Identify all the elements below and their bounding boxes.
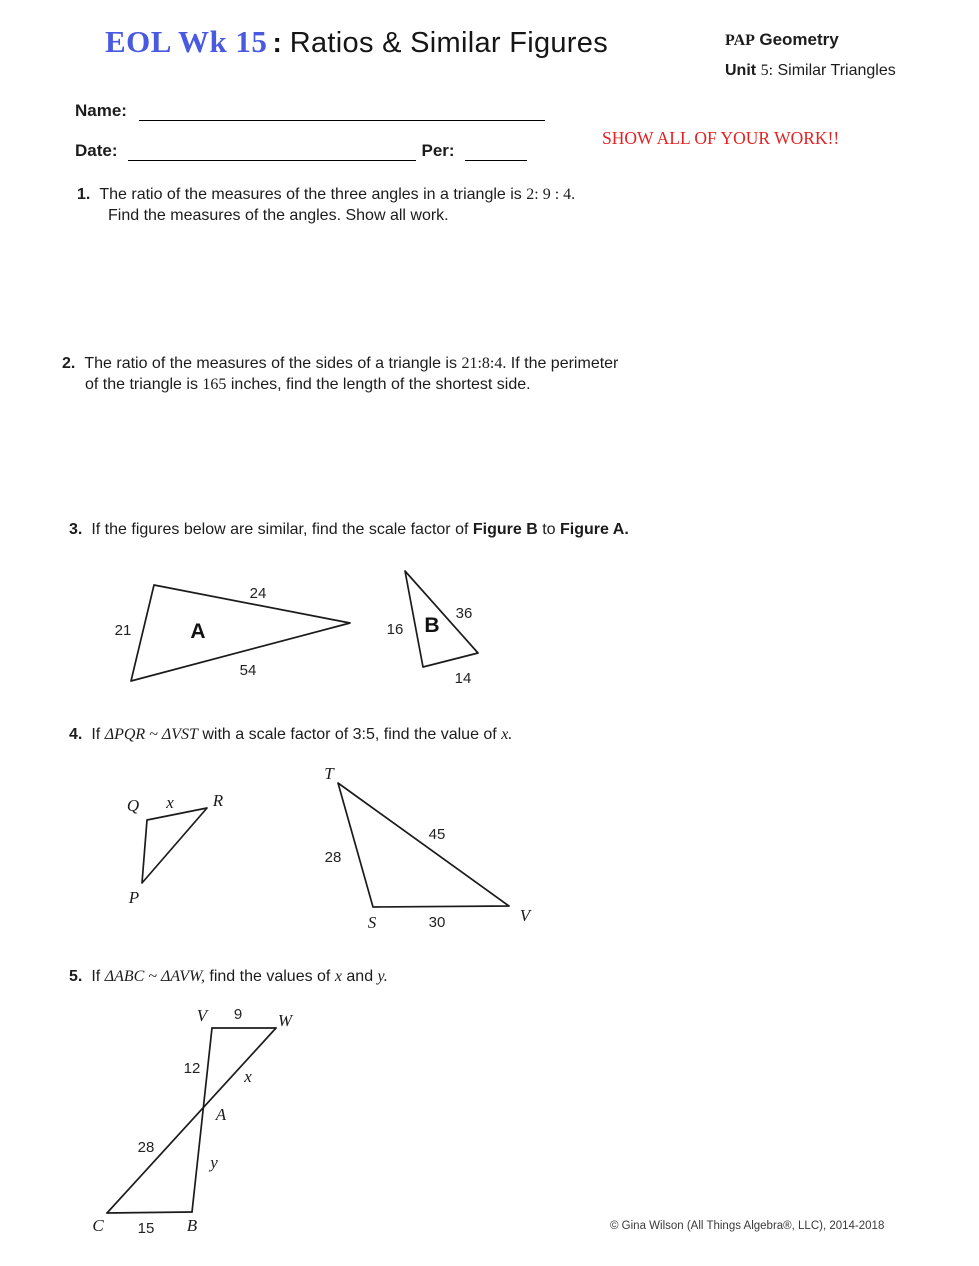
- question-2-perimeter: 165: [202, 376, 227, 393]
- question-4-if: If: [91, 726, 101, 743]
- side-ab-label: y: [210, 1153, 218, 1172]
- question-1-text: The ratio of the measures of the three angles in a triangle is: [99, 186, 522, 203]
- vertex-q-label: Q: [126, 796, 140, 815]
- triangle-a-top-side-label: 24: [249, 585, 267, 602]
- question-2-line-1: [62, 353, 618, 374]
- question-2-text-2: of the triangle is: [85, 376, 198, 393]
- triangle-b-right-side-label: 36: [455, 605, 473, 622]
- vertex-t-label: T: [324, 764, 334, 783]
- question-5: [69, 966, 388, 987]
- unit-label: Unit: [725, 62, 757, 79]
- question-1-number: 1.: [77, 186, 91, 203]
- figure-5: [80, 1002, 330, 1254]
- question-1-ratio: 2: 9 : 4.: [526, 186, 576, 203]
- question-3-figure-b: Figure B: [472, 521, 538, 538]
- vertex-a-label: A: [215, 1105, 227, 1124]
- date-field-row: [75, 140, 545, 161]
- question-2-number: 2.: [62, 355, 76, 372]
- question-1: [77, 184, 575, 226]
- question-5-number: 5.: [69, 968, 83, 985]
- name-label: Name:: [75, 101, 127, 120]
- triangle-a-left-side-label: 21: [114, 622, 132, 639]
- question-5-and: and: [346, 968, 374, 985]
- question-2-ratio: 21:8:4.: [461, 355, 507, 372]
- question-2-text-3: inches, find the length of the shortest side.: [230, 376, 531, 393]
- course-line-1: [725, 30, 896, 50]
- course-info: [725, 30, 896, 80]
- side-cb-label: 15: [137, 1220, 155, 1237]
- question-4-text: with a scale factor of 3:5, find the value of: [202, 726, 497, 743]
- question-2-line-2: [62, 374, 618, 395]
- vertex-c-label: C: [92, 1216, 104, 1235]
- side-vw-label: 9: [233, 1006, 243, 1023]
- segment-wc: [107, 1028, 276, 1213]
- unit-name: Similar Triangles: [777, 62, 896, 79]
- triangle-b-bottom-side-label: 14: [454, 670, 472, 687]
- course-name: Geometry: [759, 30, 839, 49]
- vertex-b-label: B: [186, 1216, 198, 1235]
- vertex-p-label: P: [128, 888, 140, 907]
- show-work-note: SHOW ALL OF YOUR WORK!!: [602, 128, 840, 148]
- date-label: Date:: [75, 141, 118, 160]
- question-2-text-cont: If the perimeter: [510, 355, 619, 372]
- question-5-if: If: [91, 968, 101, 985]
- question-5-variable-y: y.: [377, 968, 388, 985]
- course-level: PAP: [725, 32, 755, 49]
- question-2-text: The ratio of the measures of the sides of a triangle is: [84, 355, 457, 372]
- name-field-row: [75, 100, 545, 121]
- triangle-a-bottom-side-label: 54: [239, 662, 257, 679]
- figure-4: [120, 762, 550, 942]
- title-colon: :: [272, 27, 282, 58]
- question-1-line-2: Find the measures of the angles. Show all work.: [108, 207, 449, 224]
- period-blank-line: [465, 140, 527, 161]
- side-va-label: 12: [183, 1060, 201, 1077]
- question-1-line-1: [77, 184, 575, 205]
- vertex-v-label: V: [519, 906, 531, 925]
- copyright-notice: © Gina Wilson (All Things Algebra®, LLC), 2014-2018: [610, 1220, 885, 1232]
- title-subject: Ratios & Similar Figures: [289, 27, 608, 59]
- question-3-number: 3.: [69, 521, 83, 538]
- question-3-figure-a: Figure A.: [560, 521, 629, 538]
- date-blank-line: [128, 140, 416, 161]
- triangle-b-name-label: B: [424, 614, 440, 637]
- question-5-variable-x: x: [334, 968, 342, 985]
- side-wa-label: x: [244, 1067, 252, 1086]
- course-line-2: [725, 62, 896, 80]
- unit-number: 5:: [760, 62, 774, 79]
- question-2: [62, 353, 618, 395]
- question-4-number: 4.: [69, 726, 83, 743]
- question-5-text: find the values of: [209, 968, 331, 985]
- segment-vb: [192, 1028, 212, 1212]
- side-x-label: x: [166, 793, 174, 812]
- triangle-a-name-label: A: [190, 620, 206, 643]
- question-4: [69, 724, 512, 745]
- triangle-stv-outline: [338, 783, 509, 907]
- side-tv-label: 45: [428, 826, 446, 843]
- question-3: [69, 519, 629, 540]
- vertex-s-label: S: [367, 913, 377, 932]
- side-sv-label: 30: [428, 914, 446, 931]
- name-blank-line: [139, 100, 545, 121]
- page-title: [105, 24, 608, 60]
- figure-3: [95, 552, 495, 697]
- title-week-label: EOL Wk 15: [105, 24, 268, 59]
- question-4-similarity: ΔPQR ~ ΔVST: [104, 726, 198, 743]
- triangle-pqr-outline: [142, 808, 207, 883]
- triangle-b-left-side-label: 16: [386, 621, 404, 638]
- question-3-text: If the figures below are similar, find the scale factor of: [91, 521, 469, 538]
- segment-cb: [107, 1212, 192, 1213]
- side-ts-label: 28: [324, 849, 342, 866]
- vertex-r-label: R: [212, 791, 224, 810]
- question-4-variable: x.: [501, 726, 513, 743]
- vertex-w-label: W: [277, 1011, 293, 1030]
- question-5-similarity: ΔABC ~ ΔAVW,: [104, 968, 205, 985]
- vertex-v-label: V: [196, 1006, 208, 1025]
- period-label: Per:: [421, 141, 455, 160]
- side-ac-label: 28: [137, 1139, 155, 1156]
- question-3-to: to: [542, 521, 556, 538]
